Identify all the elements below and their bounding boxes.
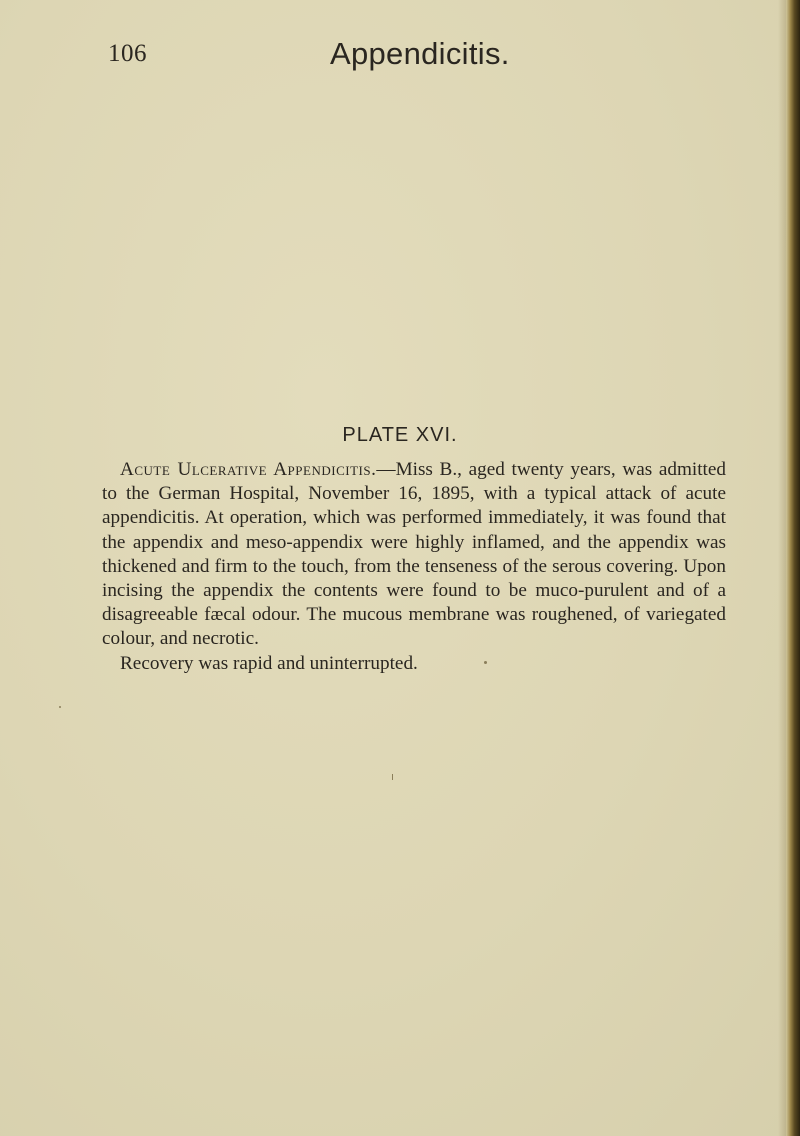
paper-speck	[392, 774, 393, 780]
page-header	[0, 36, 780, 84]
description-paragraph	[102, 458, 726, 652]
paper-speck	[59, 706, 61, 708]
case-text: —Miss B., aged twenty years, was admitted to the German Hospital, November 16, 1895, with a typical attack of acute appendicitis. At operation, which was performed immediately, it was found that the appendix and meso-appendix were highly inflamed, and the appendix was thickened and firm to the touch, from the tenseness of the serous covering. Upon incising the appendix the contents were found to be muco-purulent and of a disagreeable fæcal odour. The mucous membrane was roughened, of variegated colour, and necrotic.	[102, 459, 726, 650]
outcome-paragraph: Recovery was rapid and uninterrupted.	[120, 652, 418, 674]
page-edge-shadow	[786, 0, 800, 1136]
plate-description	[102, 458, 726, 676]
plate-title: PLATE XVI.	[342, 424, 458, 446]
case-heading: Acute Ulcerative Appendicitis.	[120, 459, 377, 480]
paper-speck	[484, 661, 487, 664]
page-number: 106	[108, 40, 147, 67]
running-title: Appendicitis.	[330, 36, 510, 71]
